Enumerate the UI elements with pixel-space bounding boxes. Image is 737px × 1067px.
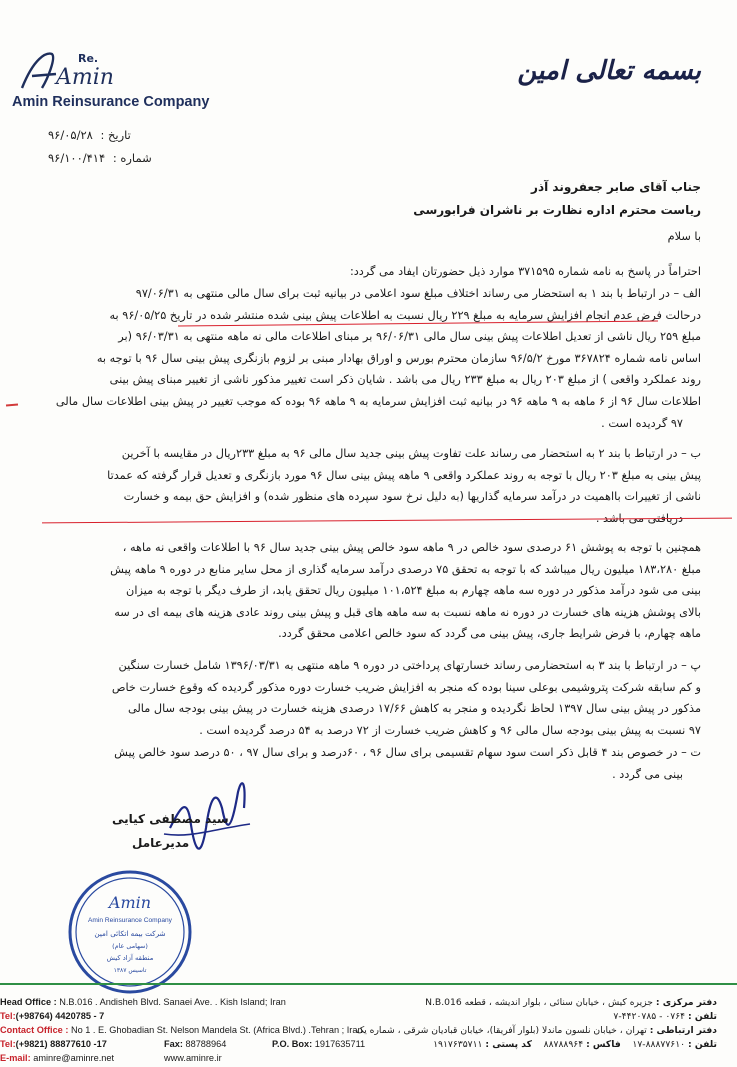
- signatory-name: سید مصطفی کیایی: [112, 812, 229, 826]
- footer-pobox: [272, 1037, 365, 1052]
- para-c-line: ماهه چهارم، با فرض شرایط جاری، پیش بینی می گردد که سود خالص اعلامی محقق گردد.: [278, 627, 701, 641]
- paragraph-continued: [30, 537, 701, 645]
- letter-number: [48, 151, 152, 165]
- greeting: با سلام: [667, 230, 701, 243]
- para-e-line: بینی می گردد .: [612, 767, 683, 781]
- company-stamp: [66, 868, 194, 996]
- para-a-line: درحالت فرض عدم انجام افزایش سرمایه به مبلغ ۲۲۹ ریال نسبت به اطلاعات پیش بینی شده منتشر شده در تاریخ ۹۶/۰۵/۲۵ به: [109, 308, 701, 322]
- footer-head-value: N.B.016 . Andisheh Blvd. Sanaei Ave. . Kish Island; Iran: [59, 997, 286, 1007]
- footer-contact-office: [0, 1023, 363, 1038]
- date-label: تاریخ :: [100, 128, 131, 142]
- footer-fa-tel1-label: تلفن :: [688, 1011, 717, 1022]
- stamp-line3: (سهامی عام): [112, 942, 148, 950]
- company-name: Amin Reinsurance Company: [12, 94, 210, 110]
- stamp-line5: تاسیس ۱۳۸۷: [113, 967, 147, 974]
- footer-fa-tel1: [613, 1009, 717, 1024]
- paragraph-alef: [30, 283, 701, 434]
- recipient-title: ریاست محترم اداره نظارت بر ناشران فرابورسی: [413, 203, 701, 217]
- signatory-title: مدیرعامل: [132, 836, 190, 850]
- para-b-line: ب – در ارتباط با بند ۲ به استحضار می رساند علت تفاوت پیش بینی جدید سال مالی ۹۶ به مبلغ ۲۳۳ریال در مقایسه با آخرین: [121, 447, 701, 460]
- letter-date: [48, 128, 131, 142]
- footer-contact-value: No 1 . E. Ghobadian St. Nelson Mandela St. (Africa Blvd.) .Tehran ; Iran: [70, 1025, 363, 1035]
- para-b-line: دریافتی می باشد .: [595, 511, 683, 525]
- logo-text: Amin: [56, 65, 114, 90]
- footer-fa-tel1-value: ۰۷۶۴ - ۴۴۲۰۷۸۵-۷: [613, 1011, 686, 1022]
- para-c-line: مبلغ ۱۸۳،۲۸۰ میلیون ریال میباشد که با توجه به تحقق ۷۵ درصدی درآمد سرمایه گذاری از محل سایر منابع در دوره ۹ ماهه پیش: [110, 562, 701, 576]
- footer-tel1-label: Tel:: [0, 1011, 16, 1021]
- para-b-line: پیش بینی به مبلغ ۲۰۳ ریال با توجه به روند عملکرد واقعی ۹ ماهه پیش بینی سال ۹۶ مورد بازنگری و تعدیل قرار گرفته که عمدتا: [107, 468, 701, 482]
- footer-pobox-label: P.O. Box:: [272, 1039, 313, 1049]
- footer-divider: [0, 983, 737, 985]
- para-b-line: ناشی از تغییرات بااهمیت در درآمد سرمایه گذاریها (به دلیل نرخ سود سپرده های منظور شده) و افزایش حق بیمه و خسارت: [123, 490, 701, 504]
- footer-fa-head: [425, 995, 717, 1010]
- stamp-line4: منطقه آزاد کیش: [106, 954, 154, 962]
- footer-fa-contact-label: دفتر ارتباطی :: [649, 1025, 717, 1036]
- para-a-line: روند عملکرد واقعی ) از مبلغ ۲۰۳ ریال به مبلغ ۲۳۳ ریال می باشد . شایان ذکر است تغییر مذکور ناشی از تغییر مبنای پیش بینی: [109, 373, 701, 387]
- number-value: ۹۶/۱۰۰/۴۱۴: [48, 151, 106, 165]
- footer-fa-fax-label: فاکس :: [586, 1039, 621, 1050]
- footer-tel2-label: Tel:: [0, 1039, 16, 1049]
- margin-mark: [6, 403, 18, 406]
- footer-fax: [164, 1037, 226, 1052]
- footer-tel1-value: (+98764) 4420785 - 7: [15, 1011, 105, 1021]
- footer-fa-fax-value: ۸۸۷۸۸۹۶۴: [543, 1039, 584, 1050]
- footer-fa-pobox-label: کد پستی :: [485, 1039, 532, 1050]
- stamp-logo: Amin: [108, 893, 152, 912]
- recipient-name: جناب آقای صابر جعفروند آذر: [531, 180, 701, 194]
- para-e-line: ت – در خصوص بند ۴ قابل ذکر است سود سهام تقسیمی برای سال ۹۶ ، ۶۰درصد و برای سال ۹۷ ، ۵۰ درصد سود خالص پیش: [114, 746, 701, 759]
- footer-fa-head-label: دفتر مرکزی :: [655, 997, 717, 1008]
- para-d-line: پ – در ارتباط با بند ۳ به استحضارمی رساند خسارتهای پرداختی در دوره ۹ ماهه منتهی به ۱۳۹۶/۰۳/۳۱ شامل خسارت سنگین: [118, 659, 701, 672]
- stamp-line1: Amin Reinsurance Company: [88, 917, 172, 924]
- footer-fa-phones: [433, 1037, 717, 1052]
- date-value: ۹۶/۰۵/۲۸: [48, 128, 93, 142]
- footer-website[interactable]: www.aminre.ir: [164, 1053, 222, 1063]
- footer-tel2: [0, 1037, 107, 1052]
- para-a-line: مبلغ ۲۵۹ ریال ناشی از تعدیل اطلاعات پیش بینی سال مالی ۹۶/۰۶/۳۱ بر مبنای اطلاعات مالی نه ماهه منتهی به ۹۶/۰۳/۳۱ (بر: [118, 330, 701, 344]
- footer-head-office: [0, 995, 286, 1010]
- para-a-line: ۹۷ گردیده است .: [601, 416, 683, 430]
- para-c-line: بینی می شود درآمد مذکور در دوره سه ماهه چهارم به مبلغ ۱۰۱،۵۲۴ میلیون ریال تحقق یابد، از طرف دیگر با توجه به میزان: [126, 584, 701, 598]
- para-c-line: همچنین با توجه به پوشش ۶۱ درصدی سود خالص در ۹ ماهه سود خالص پیش بینی جدید سال ۹۶ با اطلاعات واقعی نه ماهه ،: [122, 541, 701, 554]
- company-logo: [12, 48, 130, 94]
- logo-superscript: Re.: [78, 52, 99, 65]
- para-a-line: اساس نامه شماره ۳۶۷۸۲۴ مورخ ۹۶/۵/۲ سازمان محترم بورس و اوراق بهادار مبنی بر لزوم بازنگری پیش بینی سال ۹۶ با توجه به: [96, 351, 701, 365]
- para-d-line: و کم سابقه شرکت پتروشیمی بوعلی سینا بوده که منجر به افزایش ضریب خسارت دوره مذکور گردیده که وقوع خسارت خاص: [111, 680, 701, 694]
- footer-fa-contact-value: تهران ، خیابان نلسون ماندلا (بلوار آفریقا)، خیابان قبادیان شرقی ، شماره یک: [355, 1025, 647, 1036]
- paragraph-te: [30, 742, 701, 785]
- para-c-line: بالای پوشش هزینه های خسارت در دوره نه ماهه نسبت به سه ماهه های قبل و پیش بینی روند عادی هزینه های بیمه ای در سه: [114, 605, 701, 619]
- para-a-line: اطلاعات سال ۹۶ از ۶ ماهه به ۹ ماهه ۹۶ در بیانیه ثبت افزایش سرمایه به ۹ ماهه ۹۶ بوده که موجب تغییر در پیش بینی اطلاعات سال مالی: [55, 394, 701, 408]
- para-d-line: ۹۷ نسبت به پیش بینی بودجه سال مالی ۹۶ و کاهش ضریب خسارت از ۷۲ درصد به ۵۴ درصد گردیده است .: [199, 723, 701, 737]
- footer-tel2-value: (+9821) 88877610 -17: [15, 1039, 107, 1049]
- paragraph-be: [30, 443, 701, 529]
- intro-paragraph: احتراماً در پاسخ به نامه شماره ۳۷۱۵۹۵ موارد ذیل حضورتان ایفاد می گردد:: [349, 265, 701, 278]
- footer-fa-tel2-value: ۸۸۸۷۷۶۱۰-۱۷: [632, 1039, 686, 1050]
- footer-fax-label: Fax:: [164, 1039, 183, 1049]
- footer-head-label: Head Office :: [0, 997, 57, 1007]
- footer-fa-pobox-value: ۱۹۱۷۶۳۵۷۱۱: [433, 1039, 483, 1050]
- footer-fax-value: 88788964: [185, 1039, 227, 1049]
- bismillah-heading: بسمه تعالی امین: [517, 56, 701, 86]
- footer-email-label: E-mail:: [0, 1053, 31, 1063]
- footer-fa-head-value: جزیره کیش ، خیابان سنائی ، بلوار اندیشه ، قطعه N.B.016: [425, 997, 653, 1008]
- footer-pobox-value: 1917635711: [314, 1039, 366, 1049]
- footer-fa-tel2-label: تلفن :: [688, 1039, 717, 1050]
- paragraph-pe: [30, 655, 701, 741]
- stamp-line2: شرکت بیمه اتکائی امین: [94, 929, 166, 938]
- footer-contact-label: Contact Office :: [0, 1025, 69, 1035]
- footer-email[interactable]: [0, 1051, 114, 1066]
- footer-email-value[interactable]: aminre@aminre.net: [33, 1053, 115, 1063]
- number-label: شماره :: [112, 151, 152, 165]
- para-a-line: الف – در ارتباط با بند ۱ به استحضار می رساند اختلاف مبلغ سود اعلامی در بیانیه ثبت برای سال مالی منتهی به ۹۷/۰۶/۳۱: [135, 287, 701, 300]
- footer-tel1: [0, 1009, 104, 1024]
- footer-fa-contact: [356, 1023, 717, 1038]
- para-d-line: مذکور در پیش بینی سال ۱۳۹۷ لحاظ نگردیده و منجر به کاهش ۱۷/۶۶ درصدی هزینه خسارت در پیش بینی بودجه سال مالی: [127, 702, 701, 716]
